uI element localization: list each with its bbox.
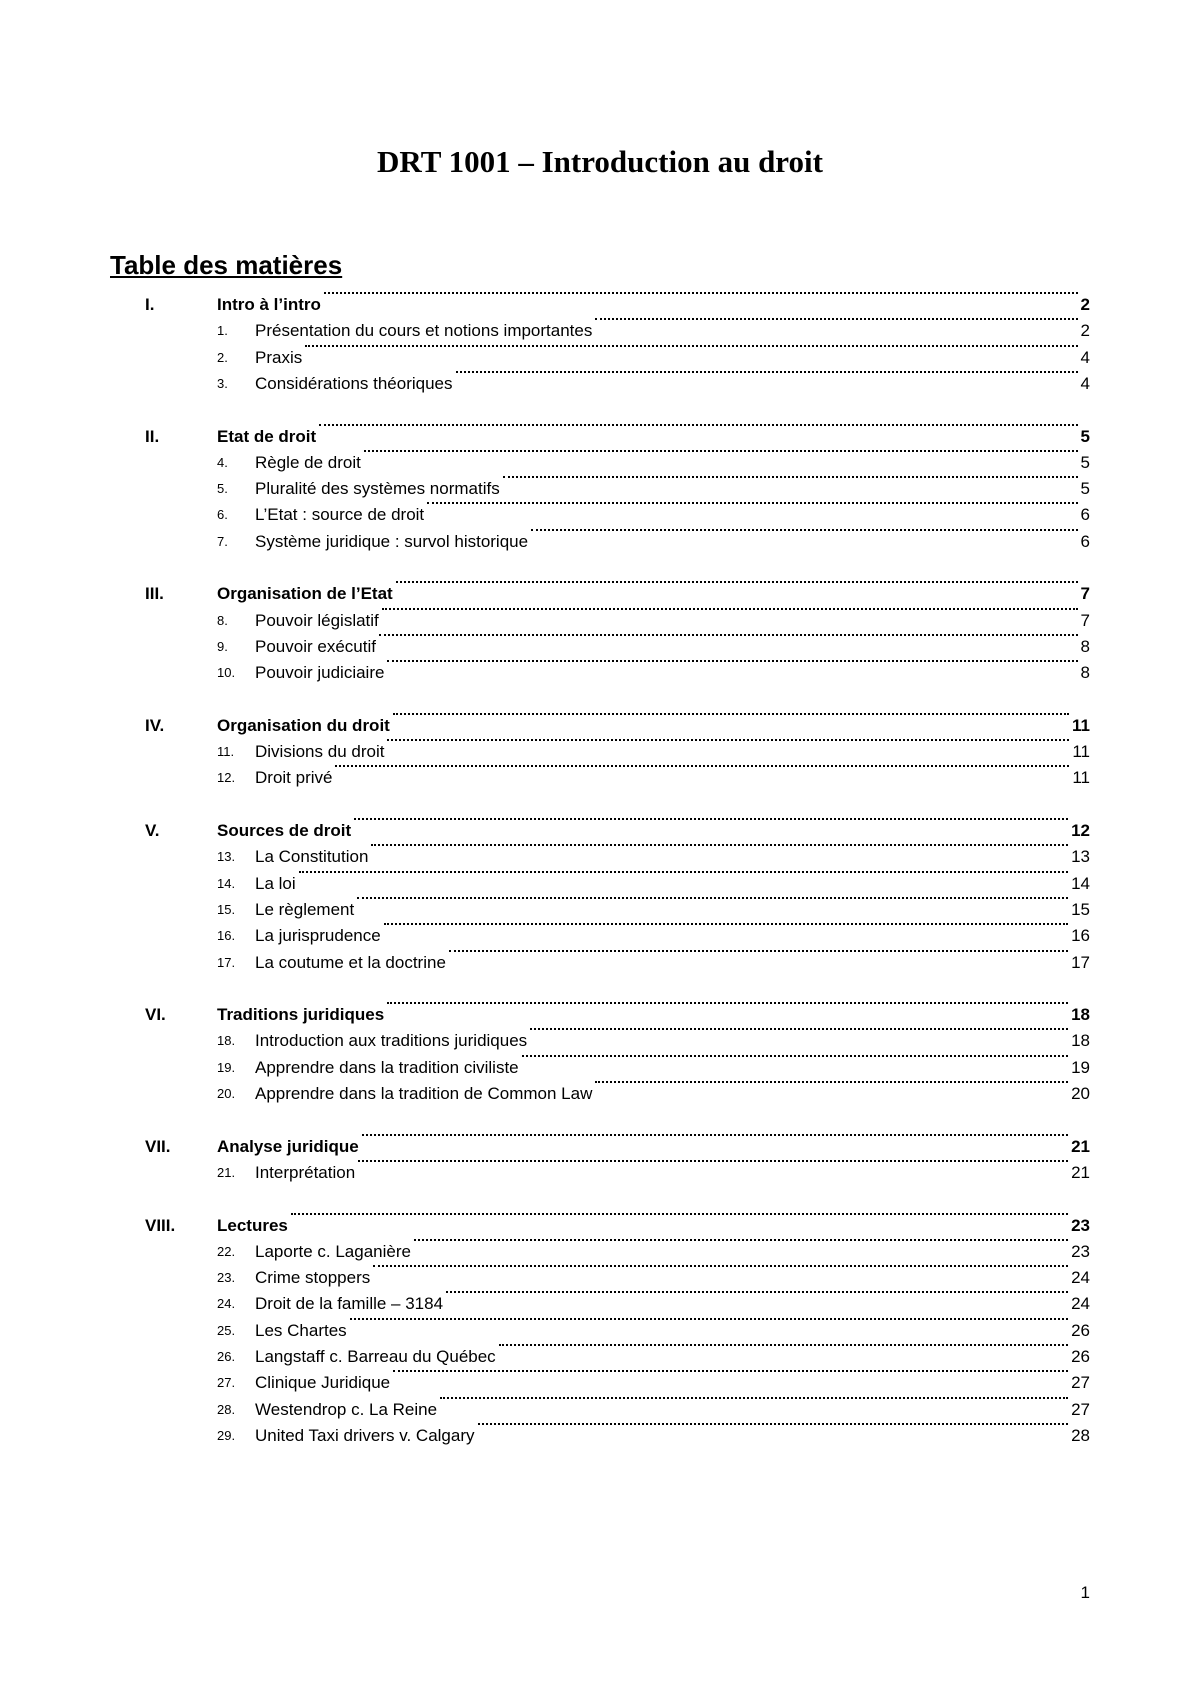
item-number: 11. — [217, 744, 235, 760]
page-ref: 8 — [1080, 636, 1090, 656]
dot-leader — [387, 1002, 1068, 1004]
page-ref: 19 — [1071, 1057, 1090, 1077]
section-number: VII. — [145, 1136, 171, 1156]
toc-item[interactable] — [0, 345, 1200, 371]
toc-item[interactable] — [0, 1344, 1200, 1370]
item-number: 20. — [217, 1086, 236, 1101]
section-title: Traditions juridiques — [217, 1005, 385, 1025]
item-title: Pouvoir exécutif — [255, 636, 376, 656]
toc-section[interactable] — [0, 713, 1200, 739]
section-title: Sources de droit — [217, 821, 352, 840]
document-title: DRT 1001 – Introduction au droit — [377, 144, 823, 179]
dot-leader — [354, 818, 1068, 820]
dot-leader — [456, 371, 1078, 373]
page-ref: 18 — [1071, 1031, 1090, 1051]
dot-leader — [499, 1344, 1068, 1346]
page-ref: 21 — [1071, 1162, 1090, 1182]
page-ref: 18 — [1071, 1005, 1090, 1025]
toc-section[interactable] — [0, 1134, 1200, 1160]
page-ref: 23 — [1071, 1215, 1090, 1235]
section-title: Intro à l’intro — [217, 295, 321, 314]
item-title: United Taxi drivers v. Calgary — [255, 1425, 475, 1445]
item-title: Droit de la famille – 3184 — [255, 1294, 444, 1314]
item-title: Pouvoir législatif — [255, 610, 379, 630]
section-number: VIII. — [145, 1215, 176, 1235]
item-title: Pluralité des systèmes normatifs — [255, 479, 500, 499]
page-ref: 5 — [1080, 479, 1090, 499]
page-ref: 28 — [1071, 1425, 1090, 1445]
item-number: 23. — [217, 1270, 236, 1286]
item-title: La coutume et la doctrine — [255, 952, 446, 972]
toc-item[interactable] — [0, 871, 1200, 897]
item-title: Divisions du droit — [255, 742, 385, 762]
item-title: Praxis — [255, 347, 303, 367]
dot-leader — [530, 1028, 1068, 1030]
page-ref: 2 — [1080, 295, 1090, 314]
toc-section[interactable] — [0, 1002, 1200, 1028]
toc-item[interactable] — [0, 844, 1200, 870]
toc-section[interactable] — [0, 818, 1200, 844]
dot-leader — [595, 1081, 1068, 1083]
dot-leader — [358, 1160, 1068, 1162]
page-ref: 11 — [1072, 715, 1090, 735]
dot-leader — [379, 634, 1078, 636]
section-title: Organisation de l’Etat — [217, 584, 393, 604]
toc-item[interactable] — [0, 529, 1200, 555]
item-number: 3. — [217, 375, 228, 391]
section-number: VI. — [145, 1005, 166, 1025]
item-title: Clinique Juridique — [255, 1373, 391, 1393]
item-title: Le règlement — [255, 899, 355, 919]
toc-item[interactable] — [0, 1239, 1200, 1265]
item-title: La jurisprudence — [255, 926, 381, 946]
page-ref: 6 — [1080, 505, 1090, 525]
item-number: 6. — [217, 507, 228, 523]
item-number: 27. — [217, 1375, 236, 1391]
page-ref: 4 — [1080, 373, 1090, 393]
item-title: Les Chartes — [255, 1320, 347, 1340]
item-title: Considérations théoriques — [255, 373, 453, 393]
dot-leader — [324, 292, 1078, 294]
toc-item[interactable] — [0, 318, 1200, 344]
page-ref: 13 — [1071, 847, 1090, 867]
dot-leader — [531, 529, 1078, 531]
page-ref: 24 — [1071, 1294, 1090, 1314]
item-number: 16. — [217, 928, 236, 944]
section-number: II. — [145, 426, 160, 446]
page-ref: 7 — [1080, 584, 1090, 604]
item-title: La Constitution — [255, 847, 369, 867]
dot-leader — [364, 450, 1078, 452]
page-ref: 8 — [1080, 663, 1090, 683]
item-title: Langstaff c. Barreau du Québec — [255, 1347, 496, 1366]
dot-leader — [357, 897, 1068, 899]
page-ref: 23 — [1071, 1241, 1090, 1261]
item-title: La loi — [255, 873, 296, 893]
page-ref: 24 — [1071, 1268, 1090, 1288]
toc-item[interactable] — [0, 1318, 1200, 1344]
page-ref: 12 — [1071, 821, 1090, 840]
toc-item[interactable] — [0, 950, 1200, 976]
item-number: 19. — [217, 1059, 236, 1075]
toc-item[interactable] — [0, 1160, 1200, 1186]
section-number: V. — [145, 821, 160, 840]
toc-section[interactable] — [0, 1213, 1200, 1239]
dot-leader — [393, 1370, 1068, 1372]
toc-item[interactable] — [0, 1055, 1200, 1081]
page-ref: 17 — [1071, 952, 1090, 972]
toc-item[interactable] — [0, 476, 1200, 502]
dot-leader — [305, 345, 1078, 347]
toc-item[interactable] — [0, 634, 1200, 660]
dot-leader — [350, 1318, 1068, 1320]
item-title: Interprétation — [255, 1162, 356, 1182]
dot-leader — [478, 1423, 1068, 1425]
toc-item[interactable] — [0, 897, 1200, 923]
item-number: 4. — [217, 454, 228, 470]
toc-item[interactable] — [0, 1291, 1200, 1317]
item-title: Apprendre dans la tradition civiliste — [255, 1057, 519, 1077]
toc-item[interactable] — [0, 502, 1200, 528]
toc-item[interactable] — [0, 1028, 1200, 1054]
item-title: Apprendre dans la tradition de Common Law — [255, 1084, 593, 1103]
dot-leader — [335, 765, 1069, 767]
page-ref: 27 — [1071, 1373, 1090, 1393]
dot-leader — [319, 424, 1078, 426]
item-number: 29. — [217, 1427, 236, 1443]
page-ref: 5 — [1080, 452, 1090, 472]
page-ref: 27 — [1071, 1399, 1090, 1419]
dot-leader — [362, 1134, 1068, 1136]
toc-heading: Table des matières — [110, 250, 343, 280]
section-title: Analyse juridique — [217, 1136, 359, 1156]
item-number: 13. — [217, 849, 236, 865]
toc-item[interactable] — [0, 1397, 1200, 1423]
page-ref: 21 — [1071, 1136, 1090, 1156]
item-number: 9. — [217, 638, 228, 654]
dot-leader — [414, 1239, 1068, 1241]
item-title: Westendrop c. La Reine — [255, 1399, 438, 1419]
item-number: 28. — [217, 1401, 236, 1417]
dot-leader — [446, 1291, 1068, 1293]
item-title: L’Etat : source de droit — [255, 505, 425, 525]
item-number: 10. — [217, 665, 236, 681]
page-number: 1 — [1080, 1583, 1090, 1602]
dot-leader — [384, 923, 1068, 925]
dot-leader — [522, 1055, 1068, 1057]
dot-leader — [503, 476, 1078, 478]
page-ref: 26 — [1071, 1320, 1090, 1340]
item-number: 24. — [217, 1296, 236, 1312]
item-title: Crime stoppers — [255, 1268, 371, 1288]
section-title: Lectures — [217, 1215, 288, 1235]
section-number: III. — [145, 584, 164, 604]
dot-leader — [393, 713, 1069, 715]
page-ref: 7 — [1080, 610, 1090, 630]
item-title: Introduction aux traditions juridiques — [255, 1031, 528, 1051]
dot-leader — [299, 871, 1068, 873]
item-number: 8. — [217, 612, 228, 628]
dot-leader — [387, 739, 1069, 741]
item-number: 17. — [217, 954, 236, 970]
dot-leader — [595, 318, 1078, 320]
dot-leader — [387, 660, 1078, 662]
page-ref: 2 — [1080, 321, 1090, 341]
item-title: Pouvoir judiciaire — [255, 663, 385, 683]
dot-leader — [373, 1265, 1068, 1267]
item-number: 7. — [217, 533, 228, 549]
dot-leader — [449, 950, 1068, 952]
item-number: 2. — [217, 349, 228, 365]
page-ref: 11 — [1072, 742, 1090, 762]
page-ref: 4 — [1080, 347, 1090, 367]
page-ref: 20 — [1071, 1084, 1090, 1103]
item-number: 18. — [217, 1033, 236, 1049]
item-number: 21. — [217, 1164, 236, 1180]
item-number: 5. — [217, 481, 228, 497]
item-number: 26. — [217, 1349, 236, 1364]
section-title: Etat de droit — [217, 426, 317, 446]
item-number: 14. — [217, 875, 236, 891]
toc-item[interactable] — [0, 1265, 1200, 1291]
page-ref: 6 — [1080, 531, 1090, 551]
toc-section[interactable] — [0, 292, 1200, 318]
dot-leader — [440, 1397, 1068, 1399]
item-number: 12. — [217, 770, 236, 786]
item-number: 22. — [217, 1243, 236, 1259]
item-number: 1. — [217, 323, 228, 339]
dot-leader — [371, 844, 1068, 846]
item-title: Règle de droit — [255, 452, 361, 472]
toc-item[interactable] — [0, 739, 1200, 765]
toc-item[interactable] — [0, 450, 1200, 476]
dot-leader — [382, 608, 1078, 610]
toc-section[interactable] — [0, 424, 1200, 450]
item-number: 25. — [217, 1322, 236, 1338]
item-title: Droit privé — [255, 768, 333, 788]
item-title: Laporte c. Laganière — [255, 1241, 411, 1261]
section-number: IV. — [145, 715, 165, 735]
dot-leader — [427, 502, 1078, 504]
toc-item[interactable] — [0, 1370, 1200, 1396]
toc-item[interactable] — [0, 660, 1200, 686]
page-ref: 14 — [1071, 873, 1090, 893]
toc-item[interactable] — [0, 1081, 1200, 1107]
page-ref: 11 — [1072, 768, 1090, 788]
dot-leader — [291, 1213, 1068, 1215]
item-title: Système juridique : survol historique — [255, 531, 529, 551]
item-title: Présentation du cours et notions importantes — [255, 321, 593, 341]
page-ref: 26 — [1071, 1347, 1090, 1366]
toc-item[interactable] — [0, 608, 1200, 634]
page-ref: 5 — [1080, 426, 1090, 446]
toc-section[interactable] — [0, 581, 1200, 607]
item-number: 15. — [217, 901, 236, 917]
page-ref: 16 — [1071, 926, 1090, 946]
toc-item[interactable] — [0, 765, 1200, 791]
toc-item[interactable] — [0, 1423, 1200, 1449]
toc-item[interactable] — [0, 371, 1200, 397]
section-title: Organisation du droit — [217, 715, 390, 735]
page-ref: 15 — [1071, 899, 1090, 919]
section-number: I. — [145, 295, 155, 314]
dot-leader — [396, 581, 1078, 583]
toc-item[interactable] — [0, 923, 1200, 949]
